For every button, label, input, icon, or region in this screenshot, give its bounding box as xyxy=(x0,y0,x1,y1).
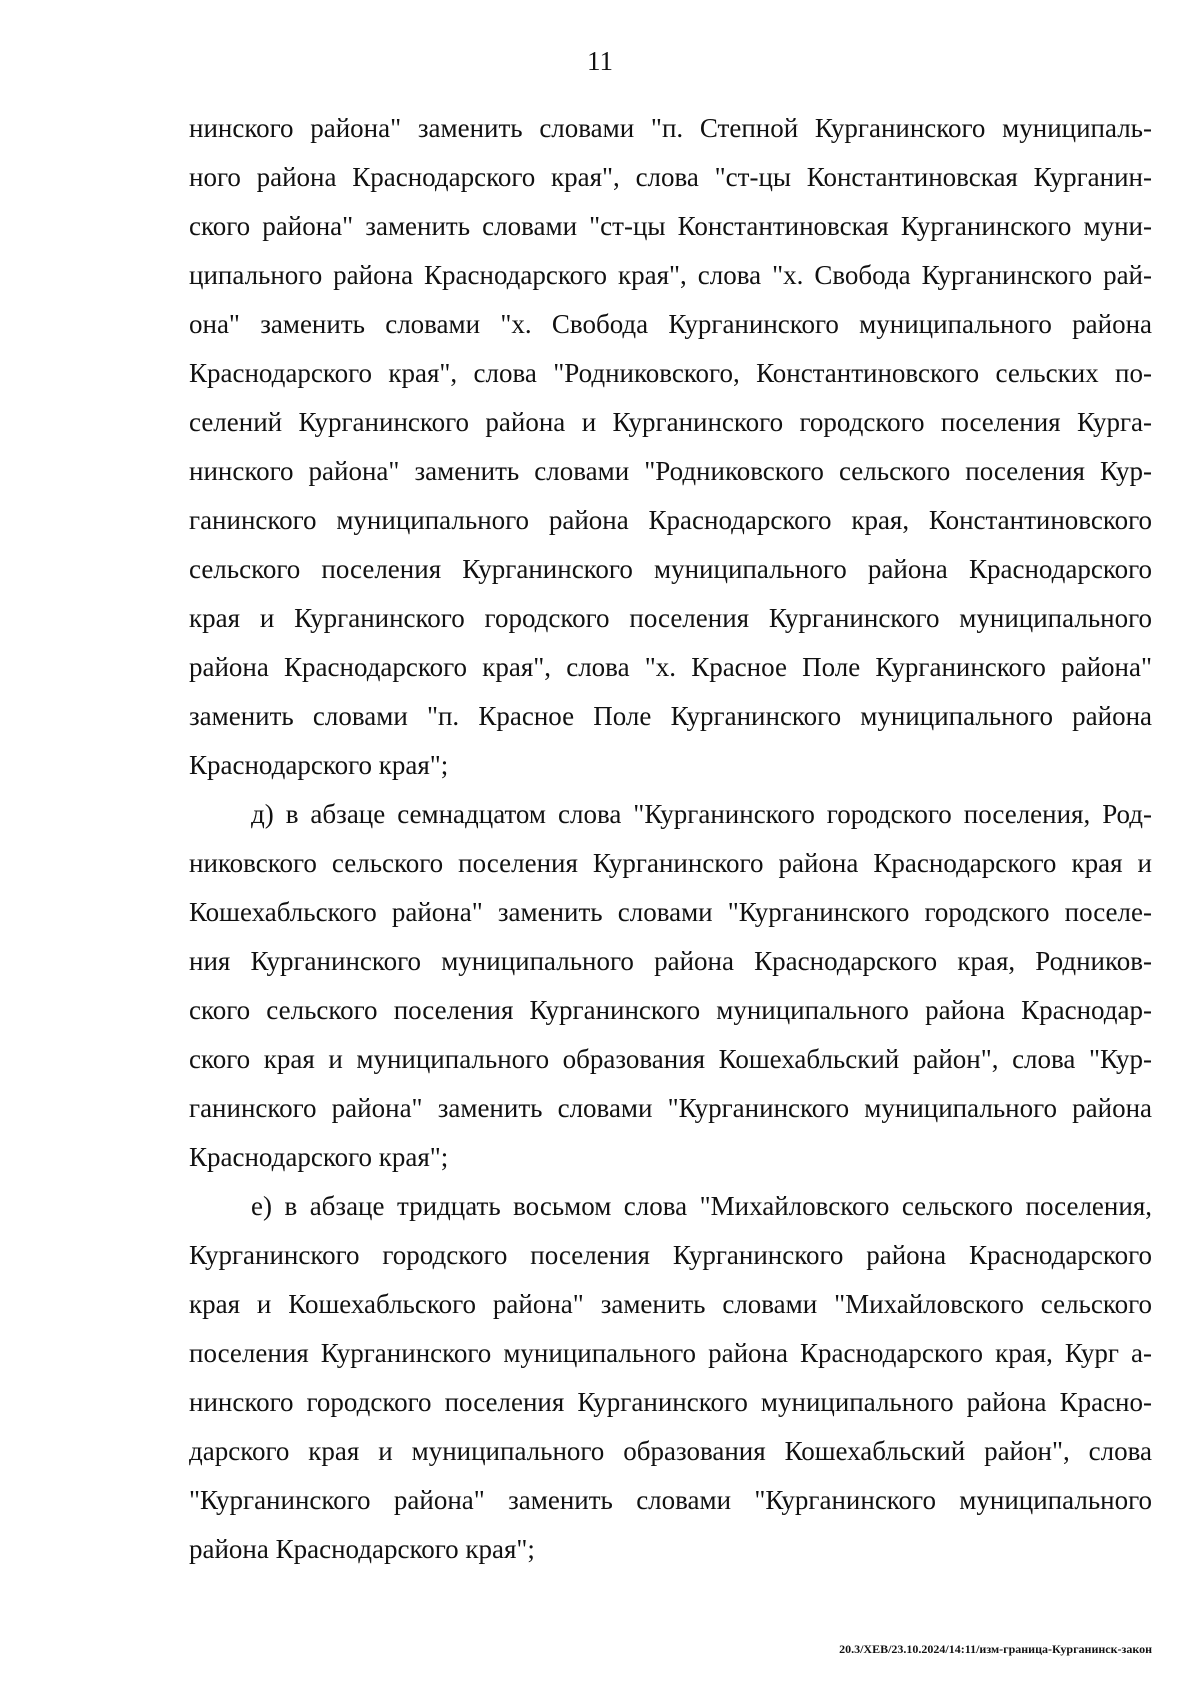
page-number: 11 xyxy=(587,46,613,76)
text-line: Краснодарского края", слова "Родниковского, Константиновского сельских по- xyxy=(189,358,1152,388)
text-line: дарского края и муниципального образования Кошехабльский район", слова xyxy=(189,1436,1152,1466)
paragraph-e-first-line: е) в абзаце тридцать восьмом слова "Михайловского сельского поселения, xyxy=(251,1191,1152,1221)
text-line: ского сельского поселения Курганинского муниципального района Краснодар- xyxy=(189,995,1152,1025)
text-line: поселения Курганинского муниципального района Краснодарского края, Кург а- xyxy=(189,1338,1152,1368)
text-line: района Краснодарского края"; xyxy=(189,1534,535,1564)
text-line: нинского городского поселения Курганинского муниципального района Красно- xyxy=(189,1387,1152,1417)
text-line: сельского поселения Курганинского муниципального района Краснодарского xyxy=(189,554,1152,584)
text-line: Краснодарского края"; xyxy=(189,750,449,780)
text-line: ния Курганинского муниципального района Краснодарского края, Родников- xyxy=(189,946,1152,976)
text-line: Краснодарского края"; xyxy=(189,1142,449,1172)
text-line: ного района Краснодарского края", слова "ст-цы Константиновская Курганин- xyxy=(189,162,1152,192)
document-body xyxy=(189,104,1152,1574)
text-line: Кошехабльского района" заменить словами "Курганинского городского поселе- xyxy=(189,897,1152,927)
document-footer-code: 20.3/ХЕВ/23.10.2024/14:11/изм-граница-Курганинск-закон xyxy=(839,1642,1152,1656)
text-line: ганинского района" заменить словами "Курганинского муниципального района xyxy=(189,1093,1152,1123)
text-line: она" заменить словами "х. Свобода Курганинского муниципального района xyxy=(189,309,1152,339)
text-line: заменить словами "п. Красное Поле Курганинского муниципального района xyxy=(189,701,1152,731)
text-line: района Краснодарского края", слова "х. Красное Поле Курганинского района" xyxy=(189,652,1152,682)
text-line: ского района" заменить словами "ст-цы Константиновская Курганинского муни- xyxy=(189,211,1152,241)
paragraph-d-first-line: д) в абзаце семнадцатом слова "Курганинского городского поселения, Род- xyxy=(251,799,1152,829)
text-line: никовского сельского поселения Курганинского района Краснодарского края и xyxy=(189,848,1152,878)
text-line: ганинского муниципального района Краснодарского края, Константиновского xyxy=(189,505,1152,535)
text-line: края и Курганинского городского поселения Курганинского муниципального xyxy=(189,603,1152,633)
text-line: нинского района" заменить словами "п. Степной Курганинского муниципаль- xyxy=(189,113,1152,143)
text-line: "Курганинского района" заменить словами "Курганинского муниципального xyxy=(189,1485,1152,1515)
text-line: ского края и муниципального образования Кошехабльский район", слова "Кур- xyxy=(189,1044,1152,1074)
text-line: края и Кошехабльского района" заменить словами "Михайловского сельского xyxy=(189,1289,1152,1319)
text-line: нинского района" заменить словами "Родниковского сельского поселения Кур- xyxy=(189,456,1152,486)
text-line: Курганинского городского поселения Курганинского района Краснодарского xyxy=(189,1240,1152,1270)
text-line: селений Курганинского района и Курганинского городского поселения Курга- xyxy=(189,407,1152,437)
text-line: ципального района Краснодарского края", слова "х. Свобода Курганинского рай- xyxy=(189,260,1152,290)
